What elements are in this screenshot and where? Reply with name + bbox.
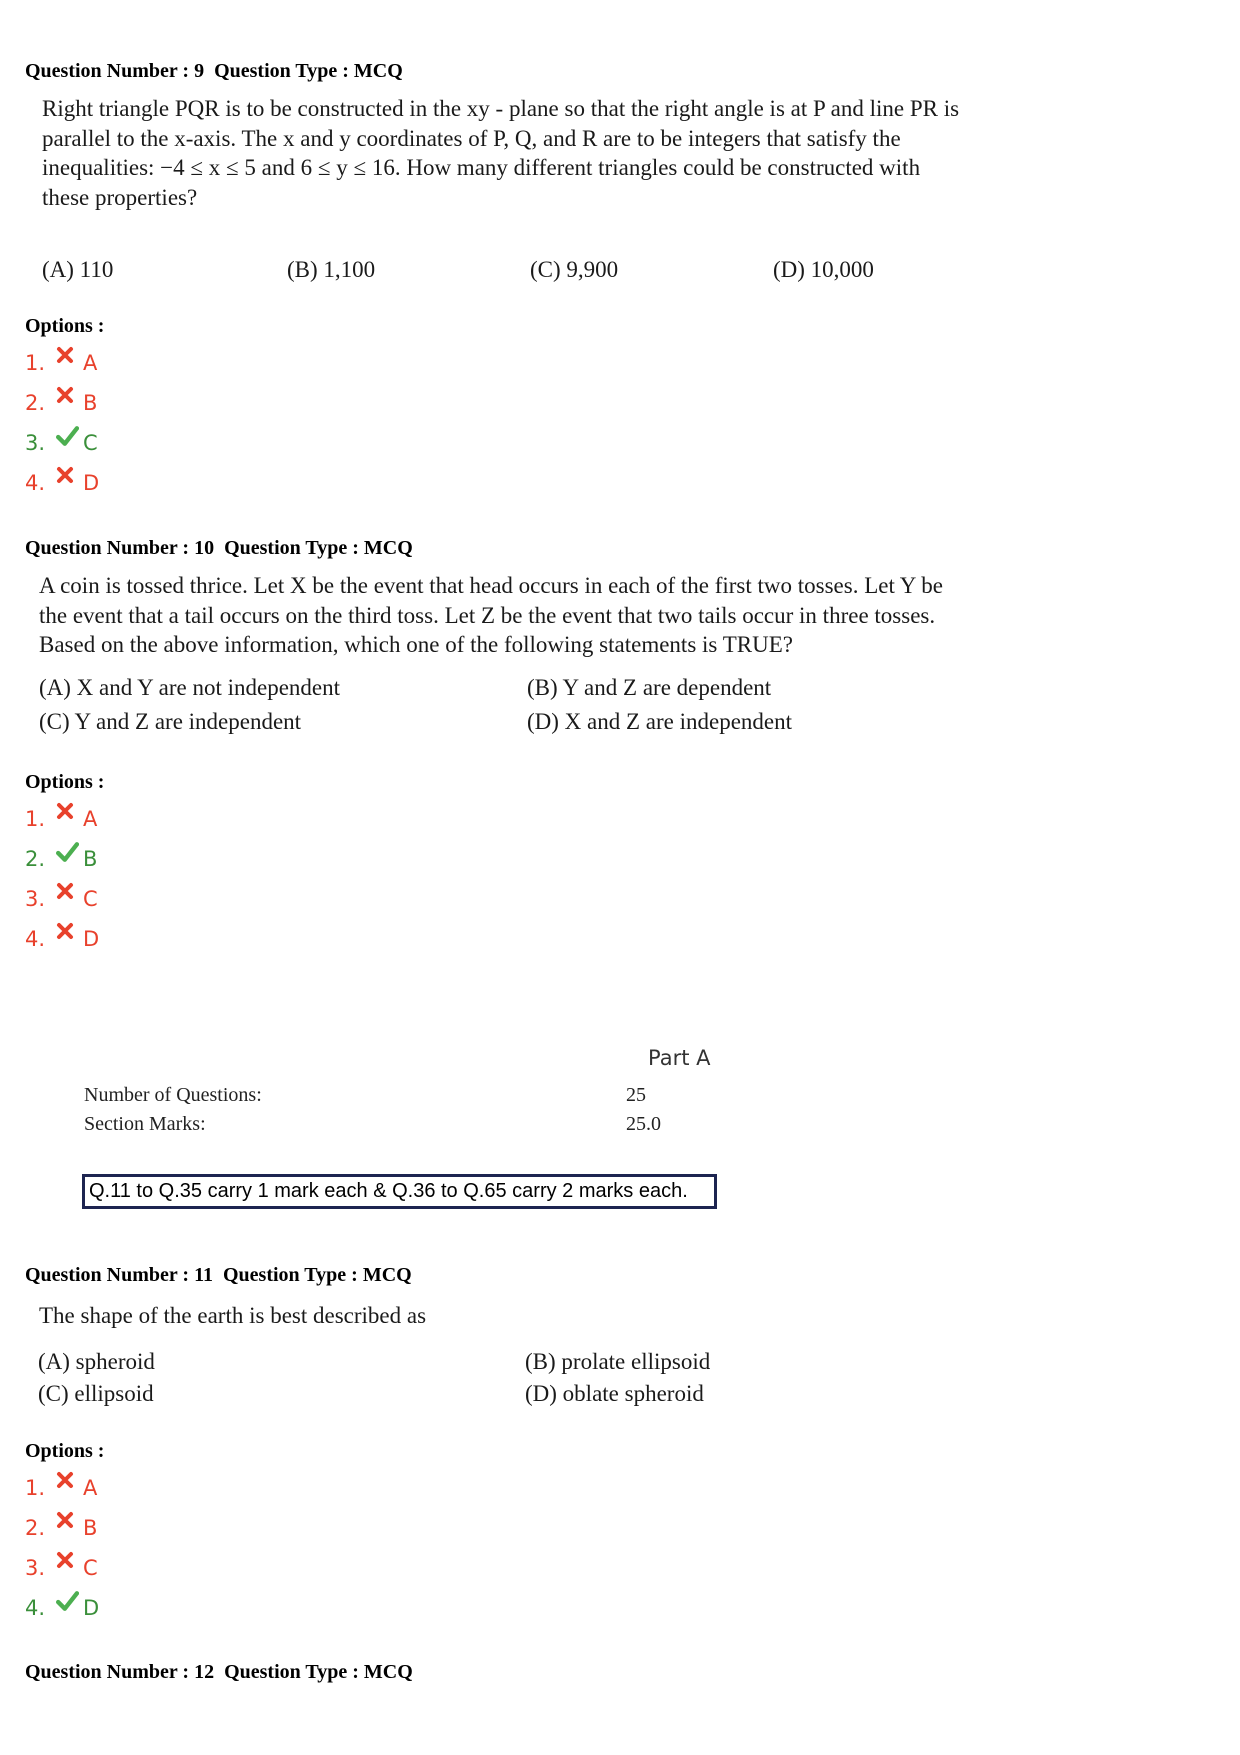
option-number: 4. <box>25 927 46 951</box>
option-number: 2. <box>25 847 46 871</box>
options-label: Options : <box>25 1440 105 1462</box>
cross-icon <box>55 1510 75 1530</box>
option-row <box>25 465 225 505</box>
question-10-text <box>39 571 943 660</box>
question-text-line: Based on the above information, which one of the following statements is TRUE? <box>39 632 793 657</box>
option-row <box>25 1590 225 1630</box>
question-text-line: parallel to the x-axis. The x and y coordinates of P, Q, and R are to be integers that satisfy the <box>42 125 901 151</box>
option-number: 3. <box>25 431 46 455</box>
choice-a: (A) X and Y are not independent <box>39 675 341 700</box>
option-letter: A <box>83 351 98 375</box>
question-11-text <box>39 1301 426 1331</box>
option-number: 4. <box>25 1596 46 1620</box>
option-letter: B <box>83 1516 98 1540</box>
options-label: Options : <box>25 315 105 337</box>
marks-notice: Q.11 to Q.35 carry 1 mark each & Q.36 to Q.65 carry 2 marks each. <box>82 1174 717 1209</box>
option-number: 3. <box>25 887 46 911</box>
option-row <box>25 345 225 385</box>
option-row <box>25 881 225 921</box>
option-row <box>25 385 225 425</box>
option-letter: D <box>83 927 100 951</box>
option-letter: B <box>83 847 98 871</box>
check-icon <box>55 841 79 863</box>
question-text-line: the event that a tail occurs on the third toss. Let Z be the event that two tails occur in three tosses. <box>39 602 936 628</box>
option-letter: B <box>83 391 98 415</box>
question-text-line: Right triangle PQR is to be constructed in the xy - plane so that the right angle is at P and line PR is <box>42 96 960 121</box>
choice-c: (C) ellipsoid <box>38 1381 154 1406</box>
choice-b: (B) Y and Z are dependent <box>527 675 772 700</box>
option-row <box>25 841 225 881</box>
option-letter: D <box>83 1596 100 1620</box>
option-letter: C <box>83 887 98 911</box>
question-9-text <box>42 94 959 212</box>
option-letter: A <box>83 807 98 831</box>
option-letter: A <box>83 1476 98 1500</box>
cross-icon <box>55 385 75 405</box>
option-row <box>25 801 225 841</box>
option-number: 2. <box>25 1516 46 1540</box>
question-11-header: Question Number : 11 Question Type : MCQ <box>25 1264 412 1286</box>
choice-a: (A) 110 <box>42 257 114 282</box>
options-list <box>25 801 225 961</box>
choice-d: (D) 10,000 <box>773 257 874 282</box>
section-row-label: Number of Questions: <box>84 1084 262 1106</box>
option-number: 3. <box>25 1556 46 1580</box>
section-row-label: Section Marks: <box>84 1113 206 1135</box>
question-9-header: Question Number : 9 Question Type : MCQ <box>25 60 403 82</box>
choice-c: (C) Y and Z are independent <box>39 709 302 734</box>
check-icon <box>55 1590 79 1612</box>
question-12-header: Question Number : 12 Question Type : MCQ <box>25 1661 413 1683</box>
option-number: 2. <box>25 391 46 415</box>
choice-d: (D) X and Z are independent <box>527 709 793 734</box>
cross-icon <box>55 881 75 901</box>
cross-icon <box>55 921 75 941</box>
option-number: 4. <box>25 471 46 495</box>
option-number: 1. <box>25 807 46 831</box>
question-text-line: A coin is tossed thrice. Let X be the event that head occurs in each of the first two tosses. Let Y be <box>39 573 943 598</box>
options-label: Options : <box>25 771 105 793</box>
options-list <box>25 1470 225 1630</box>
section-row-value: 25.0 <box>626 1113 661 1135</box>
cross-icon <box>55 801 75 821</box>
option-letter: C <box>83 431 98 455</box>
choice-d: (D) oblate spheroid <box>525 1381 704 1406</box>
cross-icon <box>55 1550 75 1570</box>
section-title: Part A <box>648 1046 711 1070</box>
cross-icon <box>55 345 75 365</box>
choice-b: (B) 1,100 <box>287 257 376 282</box>
option-number: 1. <box>25 351 46 375</box>
option-letter: D <box>83 471 100 495</box>
option-row <box>25 1510 225 1550</box>
check-icon <box>55 425 79 447</box>
choice-b: (B) prolate ellipsoid <box>525 1349 711 1374</box>
options-list <box>25 345 225 505</box>
option-row <box>25 921 225 961</box>
option-row <box>25 425 225 465</box>
option-row <box>25 1470 225 1510</box>
option-letter: C <box>83 1556 98 1580</box>
choice-c: (C) 9,900 <box>530 257 619 282</box>
choice-a: (A) spheroid <box>38 1349 155 1374</box>
question-text-line: inequalities: −4 ≤ x ≤ 5 and 6 ≤ y ≤ 16. How many different triangles could be constructed with <box>42 155 921 180</box>
option-number: 1. <box>25 1476 46 1500</box>
question-text-line: these properties? <box>42 184 198 210</box>
question-10-header: Question Number : 10 Question Type : MCQ <box>25 537 413 559</box>
cross-icon <box>55 1470 75 1490</box>
cross-icon <box>55 465 75 485</box>
section-row-value: 25 <box>626 1084 646 1106</box>
option-row <box>25 1550 225 1590</box>
question-text-line: The shape of the earth is best described as <box>39 1303 427 1328</box>
